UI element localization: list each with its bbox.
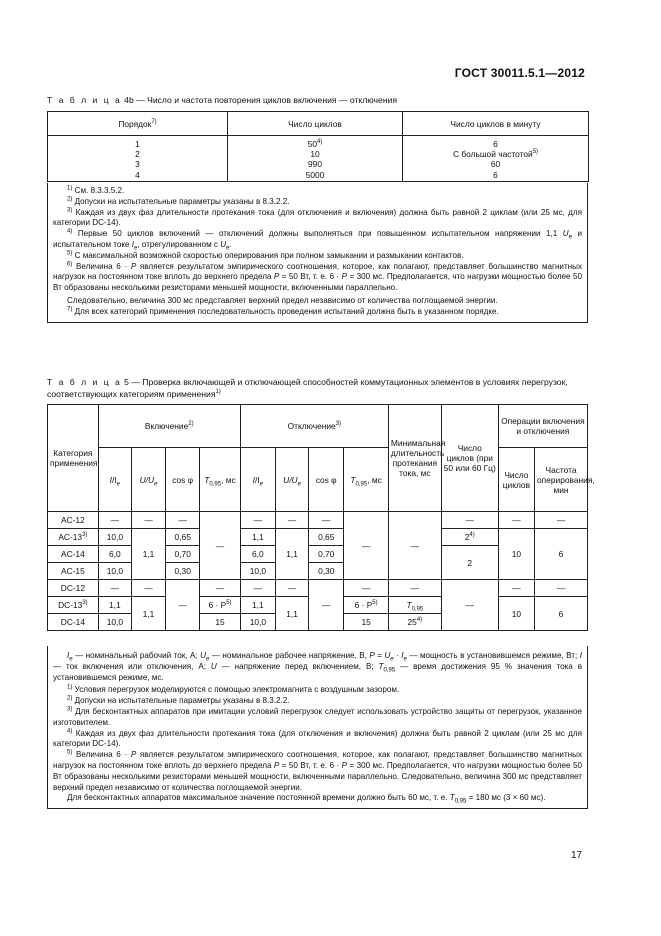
table-row: AC-14 6,0 0,70 6,0 0,70 2 (48, 546, 588, 563)
col-header-off-cos: cos φ (309, 448, 344, 512)
col-header-off: Отключение$^{3)}$ (240, 405, 388, 448)
col-header-on: Включение$^{2)}$ (98, 405, 240, 448)
col-header-ops-count: Число циклов (498, 448, 534, 512)
table-row: 2 10 С большой частотой$^{5)}$ (48, 149, 589, 159)
col-header-cycles: Число циклов (при 50 или 60 Гц) (441, 405, 498, 512)
document-number: ГОСТ 30011.5.1—2012 (454, 66, 585, 80)
table-row: 4 5000 6 (48, 169, 589, 181)
table-5 (47, 404, 595, 631)
col-header-on-cos: cos φ (166, 448, 200, 512)
col-header-ops-frequency: Частота оперирования, мин (535, 448, 588, 512)
table-row: DC-12 — — — — — — — — — — — — (48, 580, 588, 597)
col-header-on-voltage: $U/U_e$ (131, 448, 165, 512)
table-row: AC-15 10,0 0,30 10,0 0,30 (48, 563, 588, 580)
col-header-on-current: $I/I_e$ (98, 448, 131, 512)
table-4b-caption: Т а б л и ц а 4b — Число и частота повторения циклов включения — отключения (47, 95, 398, 105)
page-number: 17 (571, 850, 583, 861)
table-5-notes: $I_e$ — номинальный рабочий ток, А; $U_e$ — номинальное рабочее напряжение, В, $P = U_e \cdot I_e$ — мощность в установившемся режиме, Вт; I — ток включения или отключения, А; U — напряжение перед включением, В; $T_{0,95}$ — время достижения 95 % значения тока в установившемся режиме, мс. $^{1)}$ Условия перегрузок моделируются с помощью электромагнита с воздушным зазором. $^{2)}$ Допуски на испытательные параметры указаны в 8.3.2.2. $^{3)}$ Для бесконтактных аппаратов при имитации условий перегрузок следует использовать устройство защиты от перегрузок, указанное изготовителем. $^{4)}$ Каждая из двух фаз длительности протекания тока (для отключения и включения) должна быть равной 2 циклам (или 25 мс для категории DC-14). $^{5)}$ Величина 6 · P является результатом эмпирического соотношения, которое, как полагают, представляет большинство магнитных нагрузок на постоянном токе вплоть до верхнего предела P = 50 Вт, т. е. 6 · P = 300 мс. Предполагается, что нагрузки мощностью более 50 Вт образованы несколькими резисторами меньшей мощности, включенными параллельно. Следовательно, величина 300 мс представляет верхний предел независимо от количества поглощаемой энергии. Для бесконтактных аппаратов максимальное значение постоянной времени должно быть 60 мс, т. е. $T_{0,95} = 180$ мс (3 × 60 мс). (47, 646, 588, 809)
table-row: AC-12 — — — — — — — — — — — — (48, 512, 588, 529)
col-header-cycles: Число циклов (228, 112, 403, 136)
col-header-category: Категория применения (48, 405, 99, 512)
table-4b (47, 111, 589, 182)
col-header-on-time: $T_{0,95}$, мс (200, 448, 240, 512)
col-header-operations: Операции включения и отключения (498, 405, 587, 448)
table-4b-notes: $^{1)}$ См. 8.3.3.5.2. $^{2)}$ Допуски на испытательные параметры указаны в 8.3.2.2. $^{3)}$ Каждая из двух фаз длительности протекания тока (для отключения и включения) должна быть равной 2 циклам (или 25 мс, для категории DC-14). $^{4)}$ Первые 50 циклов включений — отключений должны выполняться при повышенном испытательном напряжении 1,1 $U_e$ и испытательном токе $I_e$, отрегулированном с $U_e$. $^{5)}$ С максимальной возможной скоростью оперирования при полном замыкании и размыкании контактов. $^{6)}$ Величина 6 · P является результатом эмпирического соотношения, которое, как полагают, представляет большинство магнитных нагрузок на постоянном токе вплоть до верхнего предела P = 50 Вт, т. е. 6 · P = 300 мс. Предполагается, что нагрузки мощностью более 50 Вт образованы несколькими резисторами меньшей мощности, включенными параллельно. Следовательно, величина 300 мс представляет верхний предел независимо от количества поглощаемой энергии. $^{7)}$ Для всех категорий применения последовательность проведения испытаний должна быть в указанном порядке. (47, 183, 588, 323)
table-row: 1 50$^{4)}$ 6 (48, 136, 589, 150)
col-header-off-current: $I/I_e$ (240, 448, 275, 512)
col-header-order: Порядок$^{7)}$ (48, 112, 228, 136)
col-header-off-voltage: $U/U_e$ (275, 448, 308, 512)
col-header-off-time: $T_{0,95}$, мс (344, 448, 389, 512)
table-row: 3 990 60 (48, 159, 589, 169)
col-header-per-minute: Число циклов в минуту (403, 112, 589, 136)
col-header-min-duration: Минимальная длительность протекания тока, мс (388, 405, 441, 512)
table-row: AC-13$^{3)}$ 10,0 1,1 0,65 1,1 1,1 0,65 2$^{4)}$ 10 6 (48, 529, 588, 546)
table-5-caption: Т а б л и ц а 5 — Проверка включающей и отключающей способностей коммутационных элементов в условиях перегрузок, соответствующих категориям применения$^{1)}$ (47, 377, 568, 399)
table-row: DC-13$^{3)}$ 1,1 1,1 $6 \cdot P^{5)}$ 1,1 1,1 $6 \cdot P^{5)}$ $T_{0,95}$ 10 6 (48, 597, 588, 614)
table-row: DC-14 10,0 15 10,0 15 25$^{4)}$ (48, 614, 588, 631)
